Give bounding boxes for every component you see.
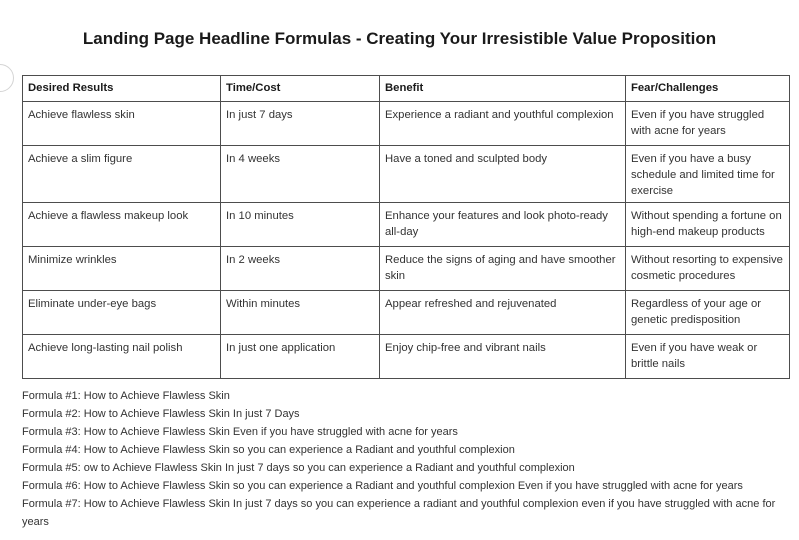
table-cell: Achieve a flawless makeup look: [23, 203, 221, 247]
table-cell: Have a toned and sculpted body: [380, 146, 626, 203]
table-cell: Within minutes: [221, 291, 380, 335]
table-row: [23, 102, 790, 146]
table-cell: In just 7 days: [221, 102, 380, 146]
table-cell: Enhance your features and look photo-ready all-day: [380, 203, 626, 247]
formula-line: Formula #7: How to Achieve Flawless Skin In just 7 days so you can experience a radiant and youthful complexion even if you have struggled with acne for years: [22, 498, 776, 528]
column-header-benefit: Benefit: [380, 76, 626, 102]
table-row: [23, 291, 790, 335]
table-cell: In 2 weeks: [221, 247, 380, 291]
table-cell: In 10 minutes: [221, 203, 380, 247]
table-cell: Regardless of your age or genetic predisposition: [626, 291, 790, 335]
formula-line: Formula #6: How to Achieve Flawless Skin so you can experience a Radiant and youthful complexion Even if you have struggled with acne for years: [22, 480, 743, 492]
column-header-fear-challenges: Fear/Challenges: [626, 76, 790, 102]
table-cell: Even if you have struggled with acne for years: [626, 102, 790, 146]
table-cell: Without spending a fortune on high-end makeup products: [626, 203, 790, 247]
table-row: [23, 247, 790, 291]
formula-line: Formula #2: How to Achieve Flawless Skin In just 7 Days: [22, 408, 300, 420]
table-cell: Even if you have a busy schedule and limited time for exercise: [626, 146, 790, 203]
formula-line: Formula #5: ow to Achieve Flawless Skin In just 7 days so you can experience a Radiant and youthful complexion: [22, 462, 575, 474]
table-cell: In just one application: [221, 335, 380, 379]
formula-line: Formula #1: How to Achieve Flawless Skin: [22, 390, 230, 402]
table-header-row: [23, 76, 790, 102]
column-header-time-cost: Time/Cost: [221, 76, 380, 102]
formula-line: Formula #3: How to Achieve Flawless Skin Even if you have struggled with acne for years: [22, 426, 458, 438]
table-cell: Achieve long-lasting nail polish: [23, 335, 221, 379]
table-cell: Even if you have weak or brittle nails: [626, 335, 790, 379]
table-row: [23, 335, 790, 379]
table-cell: In 4 weeks: [221, 146, 380, 203]
headline-formulas-table: [22, 75, 790, 379]
table-cell: Enjoy chip-free and vibrant nails: [380, 335, 626, 379]
table-cell: Achieve flawless skin: [23, 102, 221, 146]
table-row: [23, 146, 790, 203]
page-title: Landing Page Headline Formulas - Creating Your Irresistible Value Proposition: [82, 29, 717, 48]
formula-list: [22, 387, 796, 531]
table-cell: Appear refreshed and rejuvenated: [380, 291, 626, 335]
table-cell: Minimize wrinkles: [23, 247, 221, 291]
table-cell: Experience a radiant and youthful complexion: [380, 102, 626, 146]
table-row: [23, 203, 790, 247]
formula-line: Formula #4: How to Achieve Flawless Skin so you can experience a Radiant and youthful complexion: [22, 444, 515, 456]
table-cell: Reduce the signs of aging and have smoother skin: [380, 247, 626, 291]
column-header-desired-results: Desired Results: [23, 76, 221, 102]
table-cell: Without resorting to expensive cosmetic procedures: [626, 247, 790, 291]
table-cell: Eliminate under-eye bags: [23, 291, 221, 335]
table-cell: Achieve a slim figure: [23, 146, 221, 203]
scroll-edge-indicator[interactable]: [0, 64, 14, 92]
